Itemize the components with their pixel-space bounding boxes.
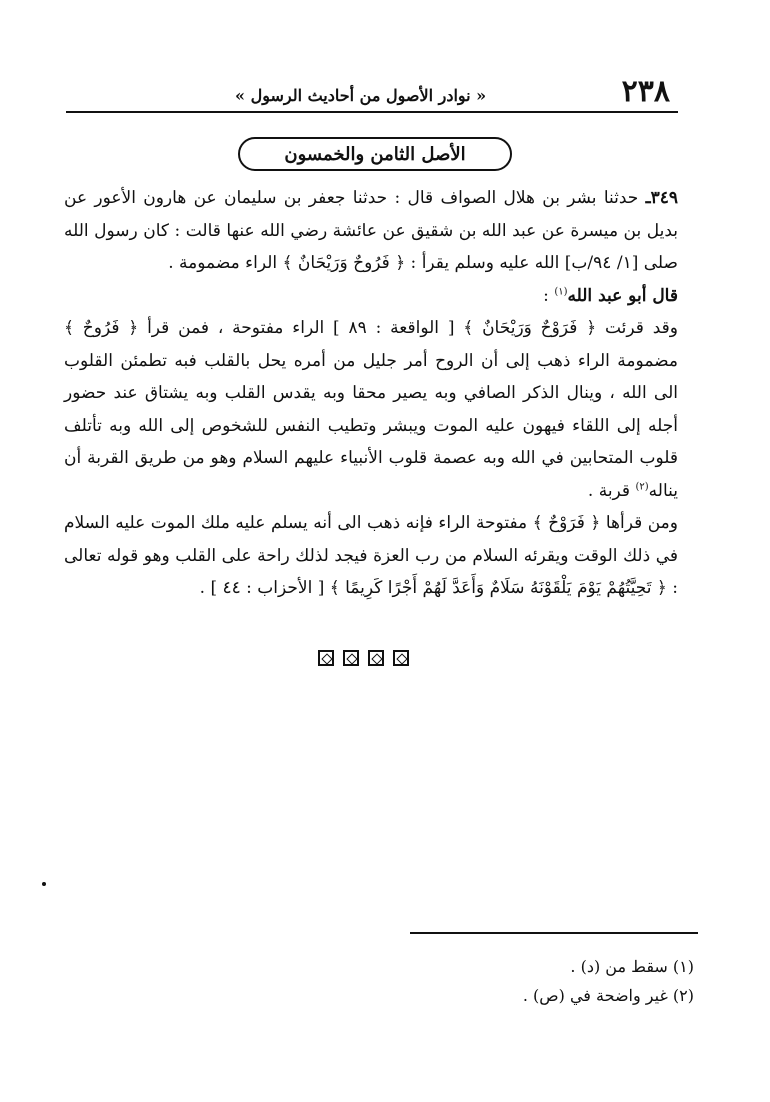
commentary-text-1-end: قربة . (587, 480, 636, 501)
commentary-paragraph-2 (64, 507, 678, 605)
ornament-icon (368, 650, 384, 666)
section-end-ornaments (318, 650, 409, 666)
commentary-text-1: وقد قرئت ﴿ فَرَوْحٌ وَرَيْحَانٌ ﴾ [ الواقعة : ٨٩ ] الراء مفتوحة ، فمن قرأ ﴿ فَرُوحٌ ﴾ مضمومة الراء ذهب إلى أن الروح أمر جليل من أمره يحل بالقلب فبه تطمئن القلوب الى الله ، وينال الذكر الصافي وبه يصير محقا وبه يقدس القلب وبه يشتاق عند حضور أجله إلى اللقاء فيهون عليه الموت ويبشر وتطيب النفس للشخوص إلى الله وبه تأتلف قلوب المتحابين في الله وبه عصمة قلوب الأنبياء عليهم السلام وهو من طريق القربة أن يناله (64, 318, 678, 501)
speaker-colon: : (543, 285, 555, 306)
hadith-number: ٣٤٩ـ (645, 188, 679, 208)
hadith-paragraph (64, 182, 678, 280)
footnote-divider (410, 932, 698, 934)
header-divider (66, 111, 678, 113)
footnote-item (300, 981, 694, 1010)
ornament-icon (318, 650, 334, 666)
stray-mark (42, 882, 46, 886)
footnote-ref: (٢) (635, 480, 649, 492)
hadith-text: حدثنا بشر بن هلال الصواف قال : حدثنا جعفر بن سليمان عن هارون الأعور عن بديل بن ميسرة عن عبد الله بن شقيق عن عائشة رضي الله عنها قالت : كان رسول الله صلى [١/ ٩٤/ب] الله عليه وسلم يقرأ : ﴿ فَرُوحٌ وَرَيْحَانٌ ﴾ الراء مضمومة . (64, 188, 678, 273)
main-text (64, 182, 678, 605)
running-title: « نوادر الأصول من أحاديث الرسول » (235, 86, 487, 105)
footnote-ref: (١) (554, 285, 568, 297)
chapter-title: الأصل الثامن والخمسون (284, 143, 466, 165)
chapter-title-box (238, 137, 512, 171)
commentary-text-2: ومن قرأها ﴿ فَرَوْحٌ ﴾ مفتوحة الراء فإنه ذهب الى أنه يسلم عليه ملك الموت عليه السلام في ذلك الوقت ويقرئه السلام من رب العزة فيجد لذلك راحة على القلب وهو قوله تعالى : ﴿ تَحِيَّتُهُمْ يَوْمَ يَلْقَوْنَهُ سَلَامٌ وَأَعَدَّ لَهُمْ أَجْرًا كَرِيمًا ﴾ [ الأحزاب : ٤٤ ] . (64, 513, 678, 598)
ornament-icon (343, 650, 359, 666)
footnotes (300, 952, 694, 1010)
footnote-marker: (١) (672, 957, 694, 976)
speaker-name: قال أبو عبد الله (567, 285, 678, 306)
footnote-item (300, 952, 694, 981)
ornament-icon (393, 650, 409, 666)
speaker-line (64, 280, 678, 313)
footnote-text: غير واضحة في (ص) . (522, 986, 668, 1005)
page-number: ٢٣٨ (621, 74, 670, 109)
footnote-text: سقط من (د) . (570, 957, 668, 976)
footnote-marker: (٢) (672, 986, 694, 1005)
commentary-paragraph-1 (64, 312, 678, 507)
